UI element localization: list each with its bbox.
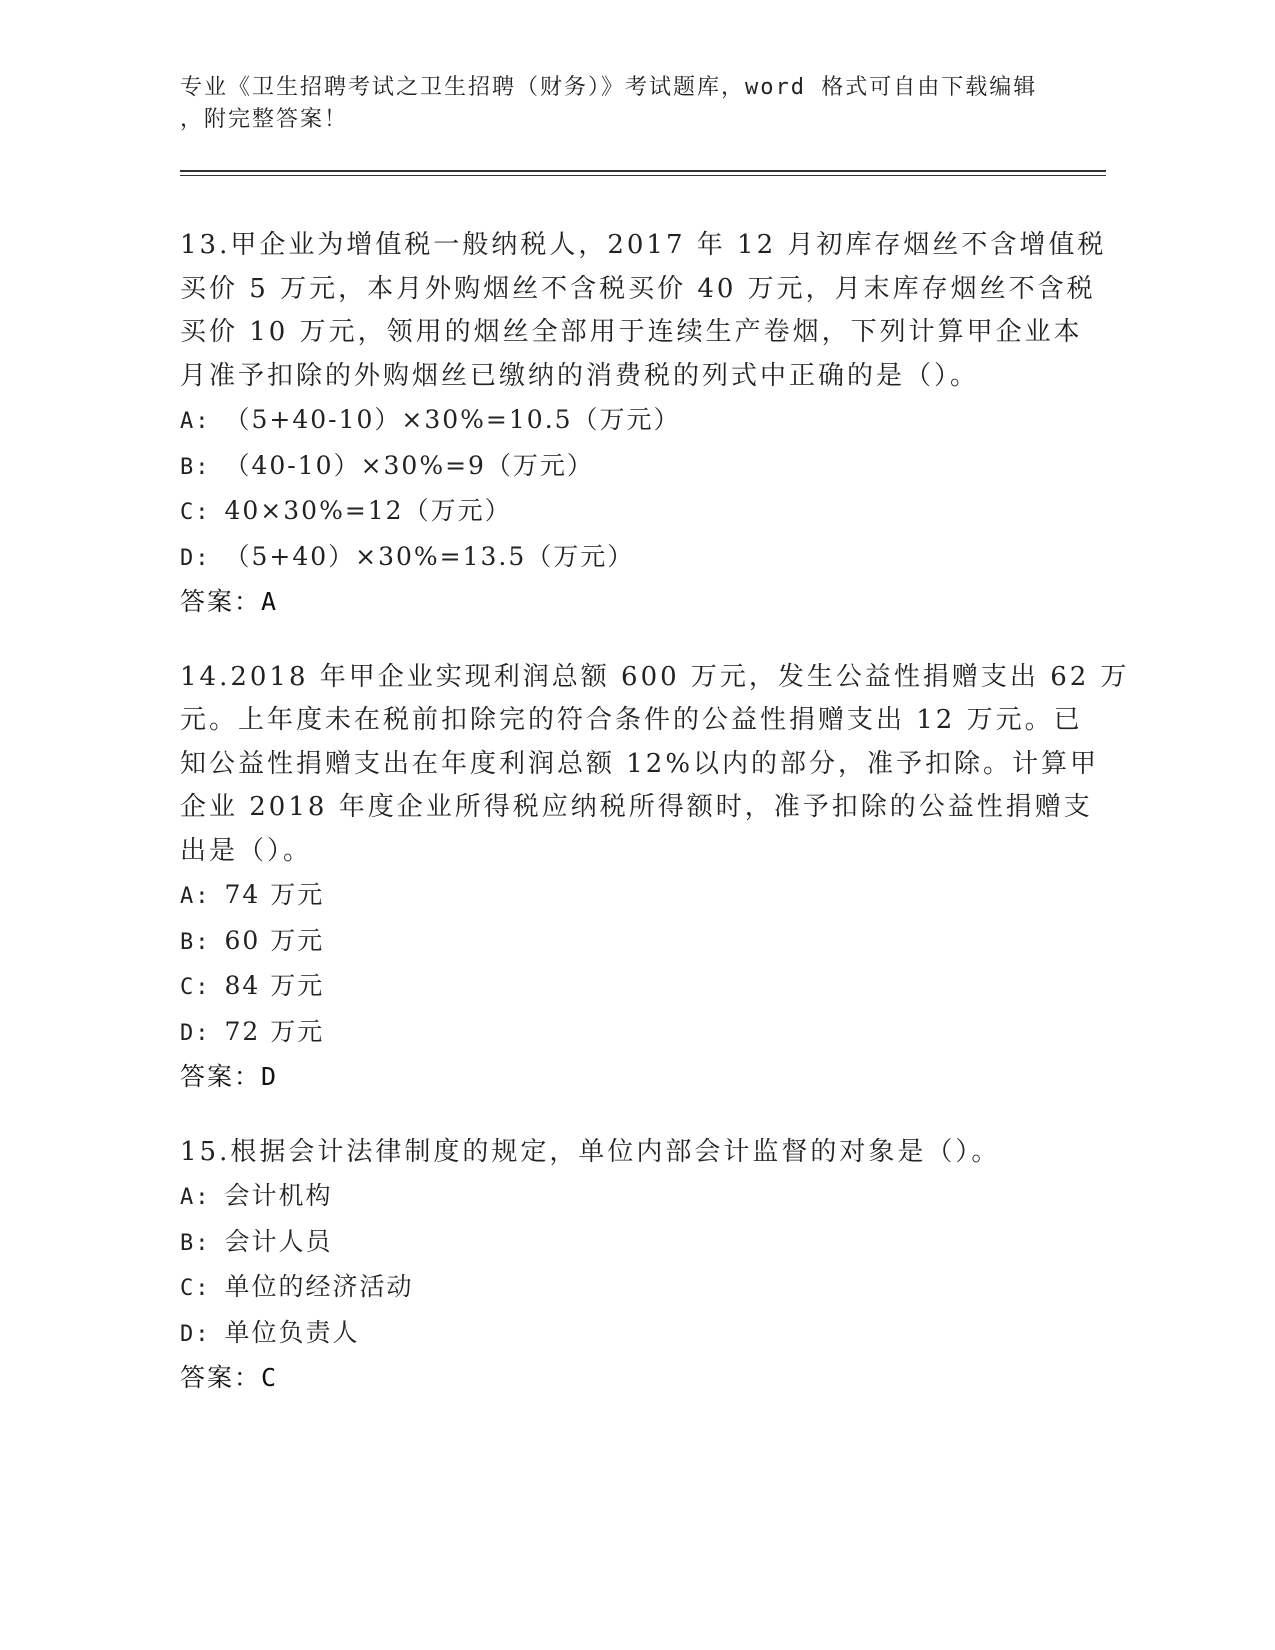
option-text: （40-10）×30%=9（万元）	[224, 450, 594, 480]
answer-label: 答案：	[180, 587, 262, 616]
question-text-line: 月准予扣除的外购烟丝已缴纳的消费税的列式中正确的是（）。	[180, 360, 980, 391]
answer-line	[180, 1356, 1030, 1400]
option-text: 72 万元	[224, 1016, 325, 1046]
question-15	[180, 1131, 1030, 1400]
answer-value: A	[261, 587, 279, 616]
option-text: （5+40）×30%=13.5（万元）	[224, 541, 635, 571]
question-14	[180, 656, 1130, 1099]
answer-line	[180, 1055, 1030, 1099]
header-title-line-2: ，附完整答案！	[180, 107, 349, 132]
option-letter: B:	[180, 454, 211, 480]
option-letter: B:	[180, 929, 211, 955]
question-text-line: 知公益性捐赠支出在年度利润总额 12%以内的部分，准予扣除。计算甲	[180, 748, 1100, 779]
option-d	[180, 1311, 1030, 1357]
question-text-line: 出是（）。	[180, 835, 313, 866]
option-a	[180, 1174, 1030, 1220]
question-text-line: 13.甲企业为增值税一般纳税人，2017 年 12 月初库存烟丝不含增值税	[180, 230, 1107, 260]
answer-label: 答案：	[180, 1062, 262, 1091]
option-text: 84 万元	[224, 971, 325, 1000]
option-text: 会计人员	[224, 1226, 333, 1256]
option-text: 40×30%=12（万元）	[224, 496, 512, 525]
option-letter: A:	[180, 884, 211, 909]
question-text-line: 元。上年度未在税前扣除完的符合条件的公益性捐赠支出 12 万元。已	[180, 705, 1083, 735]
option-text: 会计机构	[224, 1181, 333, 1210]
option-a	[180, 398, 1030, 444]
option-c	[180, 1265, 1030, 1311]
answer-value: C	[261, 1363, 279, 1392]
question-13	[180, 224, 1107, 624]
header-title-line-1: 专业《卫生招聘考试之卫生招聘（财务）》考试题库，word 格式可自由下载编辑	[180, 75, 1038, 100]
option-letter: A:	[180, 409, 211, 434]
option-text: 60 万元	[224, 925, 325, 955]
option-letter: C:	[180, 500, 211, 525]
option-b	[180, 444, 1030, 490]
question-text-line: 15.根据会计法律制度的规定，单位内部会计监督的对象是（）。	[180, 1136, 1001, 1167]
option-text: 74 万元	[224, 880, 325, 909]
header-divider-thick	[180, 170, 1106, 172]
option-c	[180, 964, 1030, 1010]
option-letter: D:	[180, 1020, 211, 1046]
option-d	[180, 1010, 1030, 1056]
option-letter: A:	[180, 1185, 211, 1210]
header-divider-thin	[180, 175, 1106, 176]
option-b	[180, 919, 1030, 965]
option-b	[180, 1220, 1030, 1266]
option-text: 单位的经济活动	[224, 1272, 414, 1301]
option-letter: D:	[180, 545, 211, 571]
option-text: （5+40-10）×30%=10.5（万元）	[224, 405, 681, 434]
question-text-line: 14.2018 年甲企业实现利润总额 600 万元，发生公益性捐赠支出 62 万	[180, 661, 1130, 692]
option-letter: D:	[180, 1321, 211, 1347]
question-list	[180, 224, 1130, 1432]
answer-label: 答案：	[180, 1363, 262, 1392]
option-letter: C:	[180, 975, 211, 1000]
question-text-line: 买价 5 万元，本月外购烟丝不含税买价 40 万元，月末库存烟丝不含税	[180, 273, 1096, 304]
option-letter: C:	[180, 1276, 211, 1301]
option-letter: B:	[180, 1230, 211, 1256]
option-a	[180, 873, 1030, 919]
option-d	[180, 535, 1030, 581]
answer-value: D	[261, 1062, 279, 1091]
question-text-line: 买价 10 万元，领用的烟丝全部用于连续生产卷烟，下列计算甲企业本	[180, 317, 1083, 347]
option-text: 单位负责人	[224, 1317, 360, 1347]
document-header	[180, 72, 1060, 136]
question-text-line: 企业 2018 年度企业所得税应纳税所得额时，准予扣除的公益性捐赠支	[180, 792, 1093, 822]
option-c	[180, 489, 1030, 535]
answer-line	[180, 580, 1030, 624]
